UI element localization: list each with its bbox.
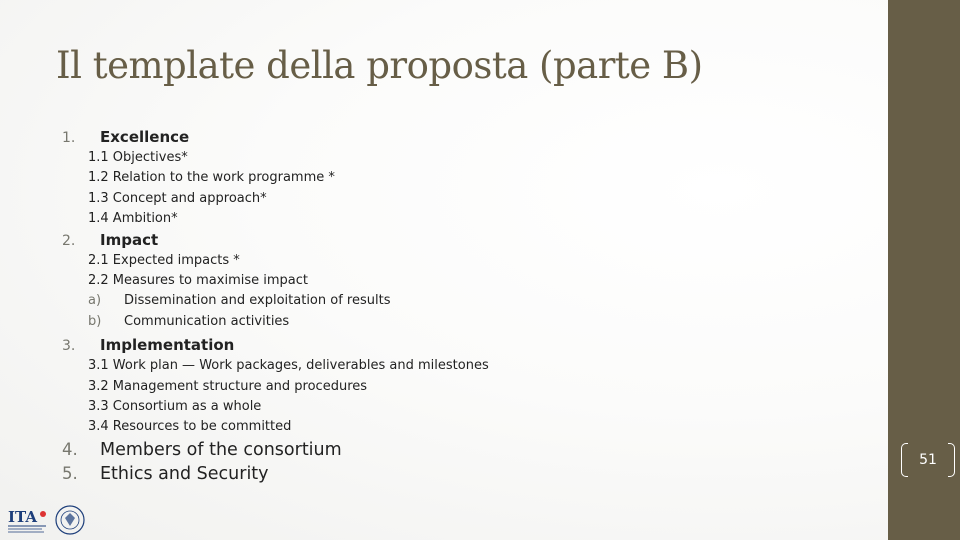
slide-title: Il template della proposta (parte B) — [56, 44, 703, 87]
subsection-list — [88, 356, 822, 438]
logo-graphic — [8, 504, 88, 536]
item-letter: a) — [88, 293, 102, 309]
subsection-list — [88, 148, 822, 230]
section-number: 3. — [62, 338, 76, 355]
subsection-item: 1.4 Ambition* — [88, 211, 178, 227]
section-heading — [62, 127, 822, 148]
section-number: 2. — [62, 232, 76, 249]
subsection-item: 1.1 Objectives* — [88, 150, 188, 165]
outline — [62, 127, 822, 486]
subsection-list — [88, 251, 822, 333]
section-heading — [62, 335, 822, 356]
subsection-item: 3.4 Resources to be committed — [88, 419, 292, 435]
left-bracket-icon — [901, 443, 908, 477]
page-number-box — [901, 443, 955, 477]
page-number: 51 — [919, 452, 937, 468]
section-label: Members of the consortium — [100, 439, 342, 460]
subsection-item: 3.1 Work plan — Work packages, deliverables and milestones — [88, 358, 489, 374]
section-number: 5. — [62, 463, 78, 483]
subsection-item: 2.2 Measures to maximise impact — [88, 273, 308, 289]
item-text: Dissemination and exploitation of results — [124, 293, 391, 309]
subsection-lettered-item — [88, 291, 822, 311]
section-number: 1. — [62, 130, 76, 146]
subsection-item: 2.1 Expected impacts * — [88, 252, 240, 268]
subsection-item: 1.2 Relation to the work programme * — [88, 170, 335, 186]
item-text: Communication activities — [124, 313, 290, 329]
section-label: Impact — [100, 230, 159, 249]
subsection-item: 3.2 Management structure and procedures — [88, 378, 368, 394]
section-number: 4. — [62, 439, 78, 459]
right-bracket-icon — [948, 443, 955, 477]
section-heading — [62, 462, 822, 486]
section-heading — [62, 438, 822, 462]
section-label: Ethics and Security — [100, 463, 269, 484]
subsection-item: 1.3 Concept and approach* — [88, 190, 267, 206]
subsection-lettered-item — [88, 312, 822, 332]
section-label: Implementation — [100, 336, 235, 355]
item-letter: b) — [88, 313, 102, 329]
subsection-item: 3.3 Consortium as a whole — [88, 399, 262, 415]
section-heading — [62, 230, 822, 251]
logo-text: ITA — [8, 508, 37, 526]
ita-logo — [8, 504, 88, 540]
section-label: Excellence — [100, 128, 190, 146]
